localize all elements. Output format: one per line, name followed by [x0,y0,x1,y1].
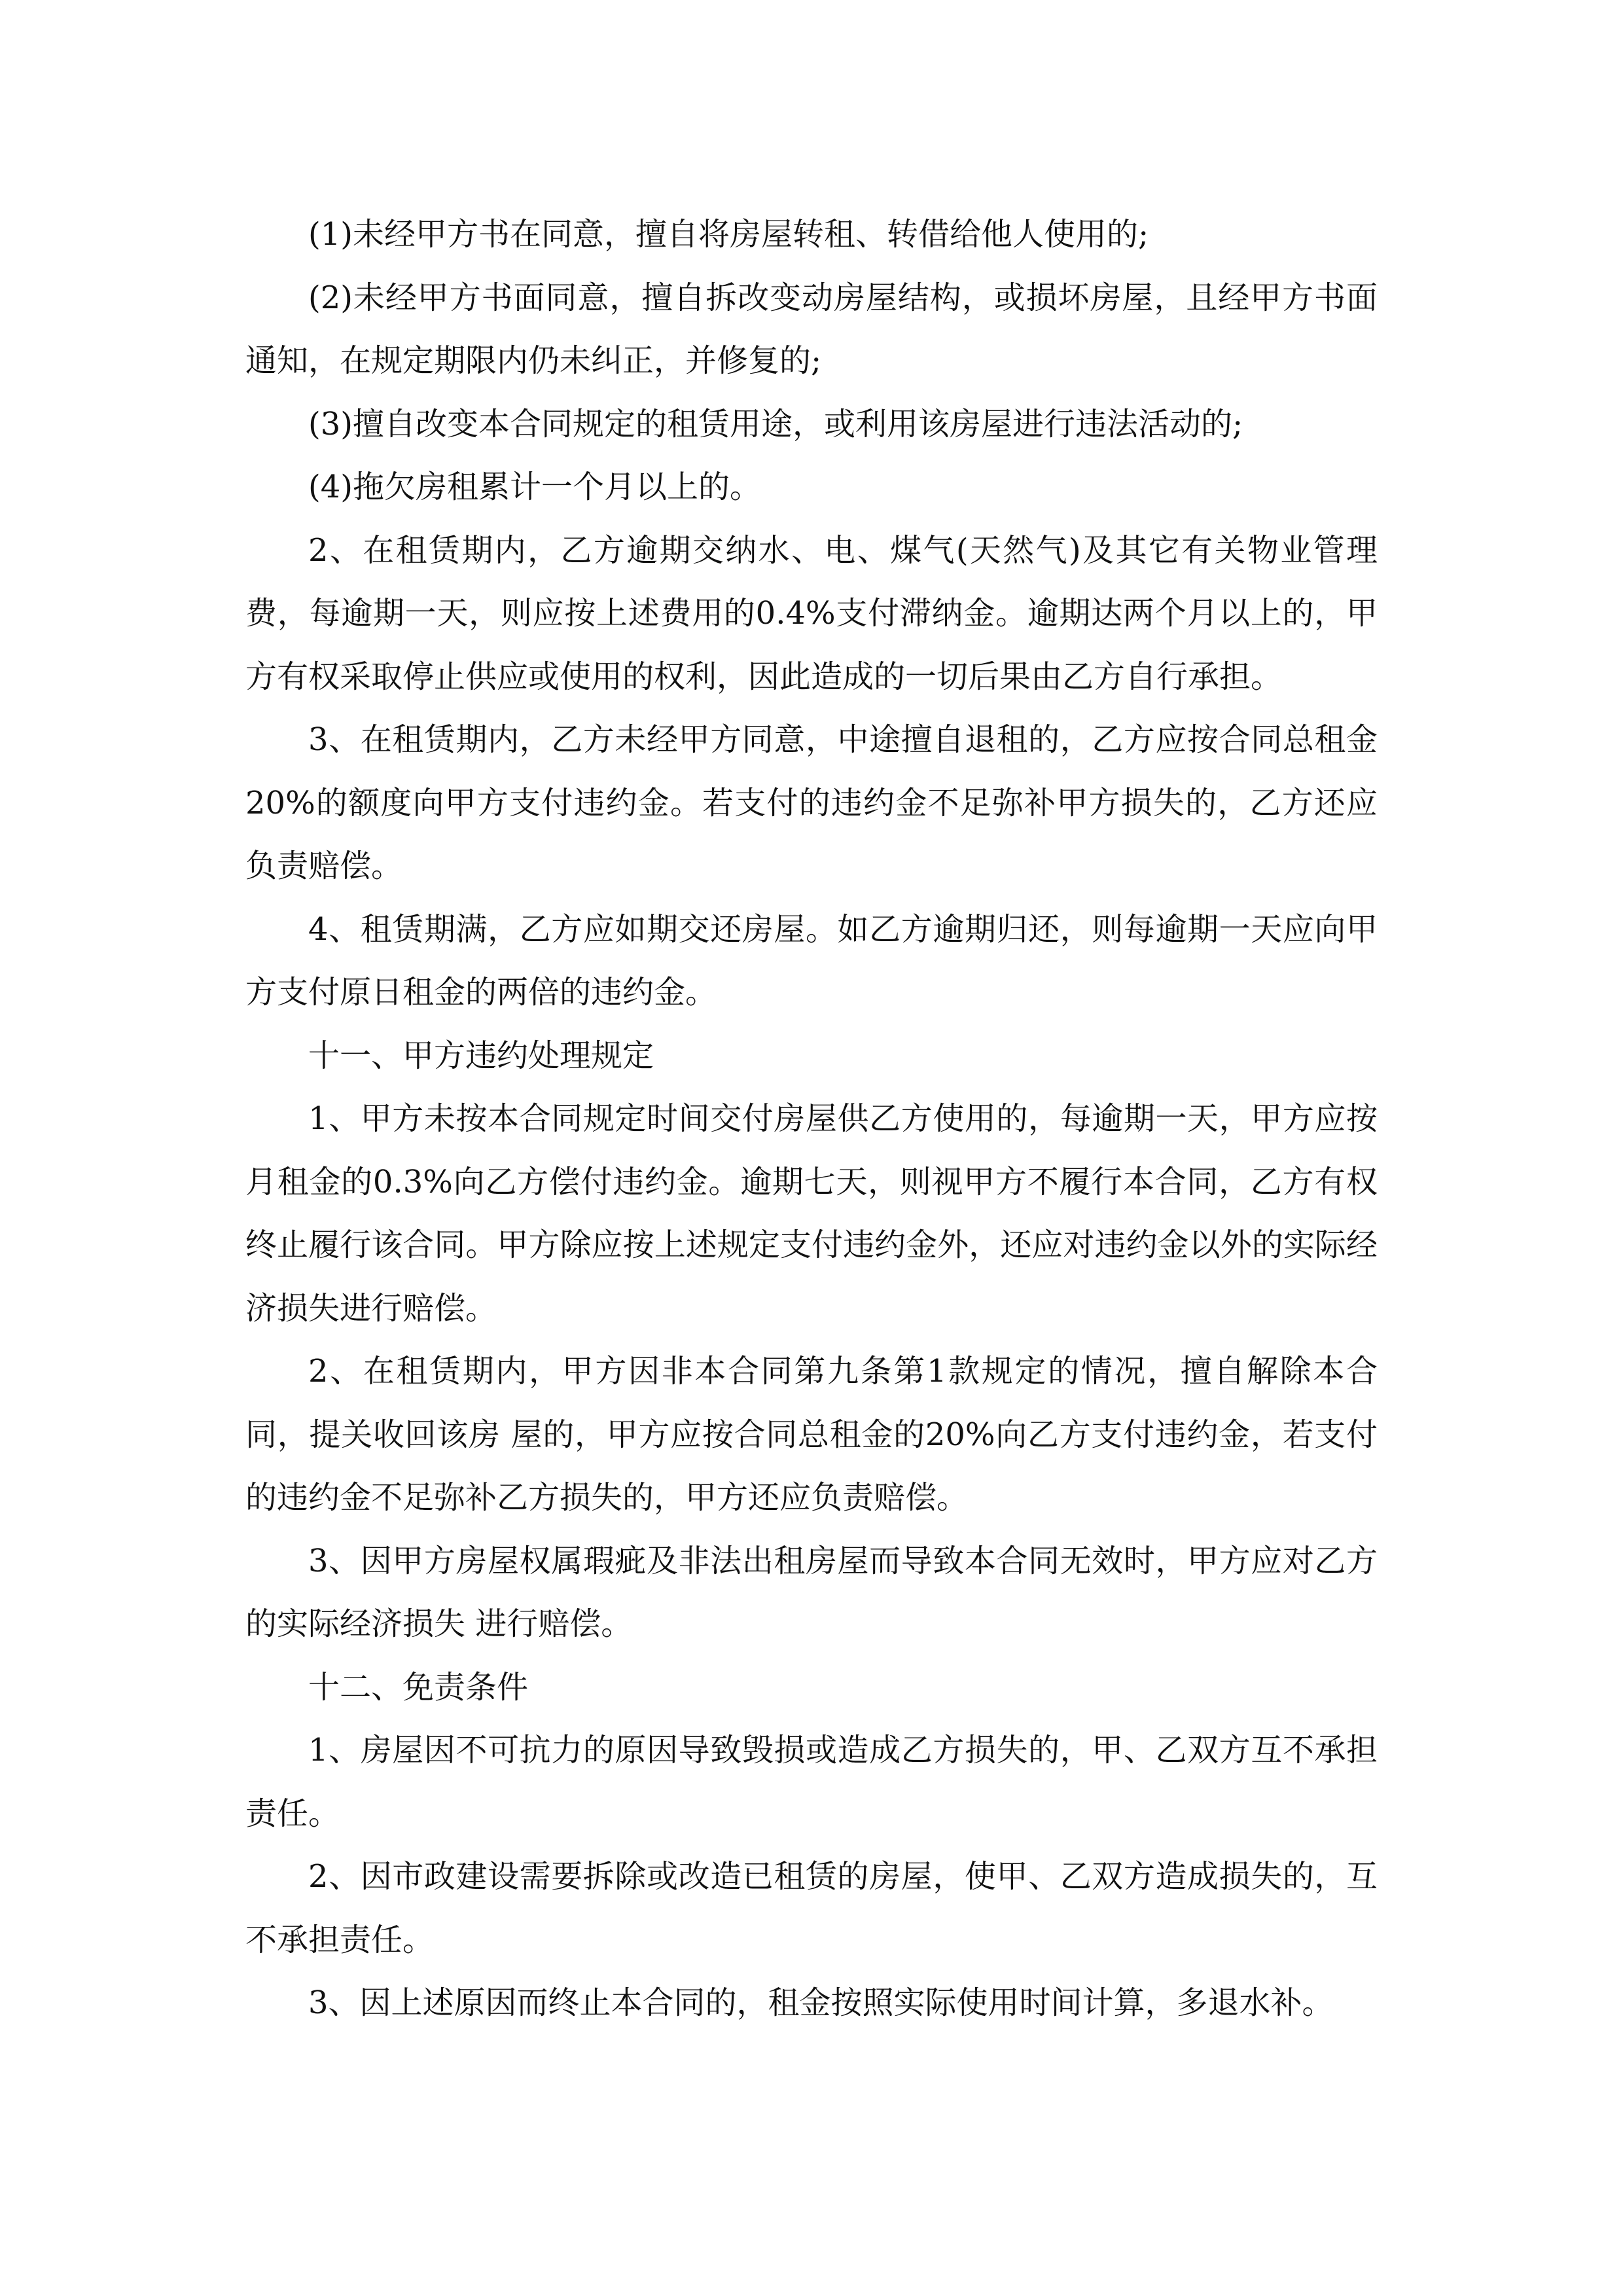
landlord-breach-clause-2: 2、在租赁期内，甲方因非本合同第九条第1款规定的情况，擅自解除本合同，提关收回该房 屋的，甲方应按合同总租金的20%向乙方支付违约金，若支付的违约金不足弥补乙方损失的，甲方还应负责赔偿。 [245,1353,1378,1516]
clause-item-1: (1)未经甲方书在同意，擅自将房屋转租、转借给他人使用的; [308,216,1149,253]
section-heading-landlord-breach: 十一、甲方违约处理规定 [308,1037,654,1074]
clause-item-4: (4)拖欠房租累计一个月以上的。 [308,469,761,505]
tenant-breach-clause-4: 4、租赁期满，乙方应如期交还房屋。如乙方逾期归还，则每逾期一天应向甲方支付原日租金的两倍的违约金。 [245,910,1378,1011]
tenant-breach-clause-2: 2、在租赁期内，乙方逾期交纳水、电、煤气(天然气)及其它有关物业管理费，每逾期一天，则应按上述费用的0.4%支付滞纳金。逾期达两个月以上的，甲方有权采取停止供应或使用的权利，因此造成的一切后果由乙方自行承担。 [245,531,1378,695]
tenant-breach-clause-3: 3、在租赁期内，乙方未经甲方同意，中途擅自退租的，乙方应按合同总租金20%的额度向甲方支付违约金。若支付的违约金不足弥补甲方损失的，乙方还应负责赔偿。 [245,721,1378,884]
landlord-breach-clause-3: 3、因甲方房屋权属瑕疵及非法出租房屋而导致本合同无效时，甲方应对乙方的实际经济损失 进行赔偿。 [245,1542,1378,1642]
exemption-clause-1: 1、房屋因不可抗力的原因导致毁损或造成乙方损失的，甲、乙双方互不承担责任。 [245,1732,1378,1832]
exemption-clause-3: 3、因上述原因而终止本合同的，租金按照实际使用时间计算，多退水补。 [308,1984,1334,2021]
exemption-clause-2: 2、因市政建设需要拆除或改造已租赁的房屋，使甲、乙双方造成损失的，互不承担责任。 [245,1858,1378,1958]
document-body [245,203,1378,2035]
section-heading-exemption: 十二、免责条件 [308,1668,529,1706]
clause-item-3: (3)擅自改变本合同规定的租赁用途，或利用该房屋进行违法活动的; [308,405,1243,442]
landlord-breach-clause-1: 1、甲方未按本合同规定时间交付房屋供乙方使用的，每逾期一天，甲方应按月租金的0.3%向乙方偿付违约金。逾期七天，则视甲方不履行本合同，乙方有权终止履行该合同。甲方除应按上述规定支付违约金外，还应对违约金以外的实际经济损失进行赔偿。 [245,1100,1378,1327]
clause-item-2: (2)未经甲方书面同意，擅自拆改变动房屋结构，或损坏房屋，且经甲方书面通知，在规定期限内仍未纠正，并修复的; [245,279,1378,379]
